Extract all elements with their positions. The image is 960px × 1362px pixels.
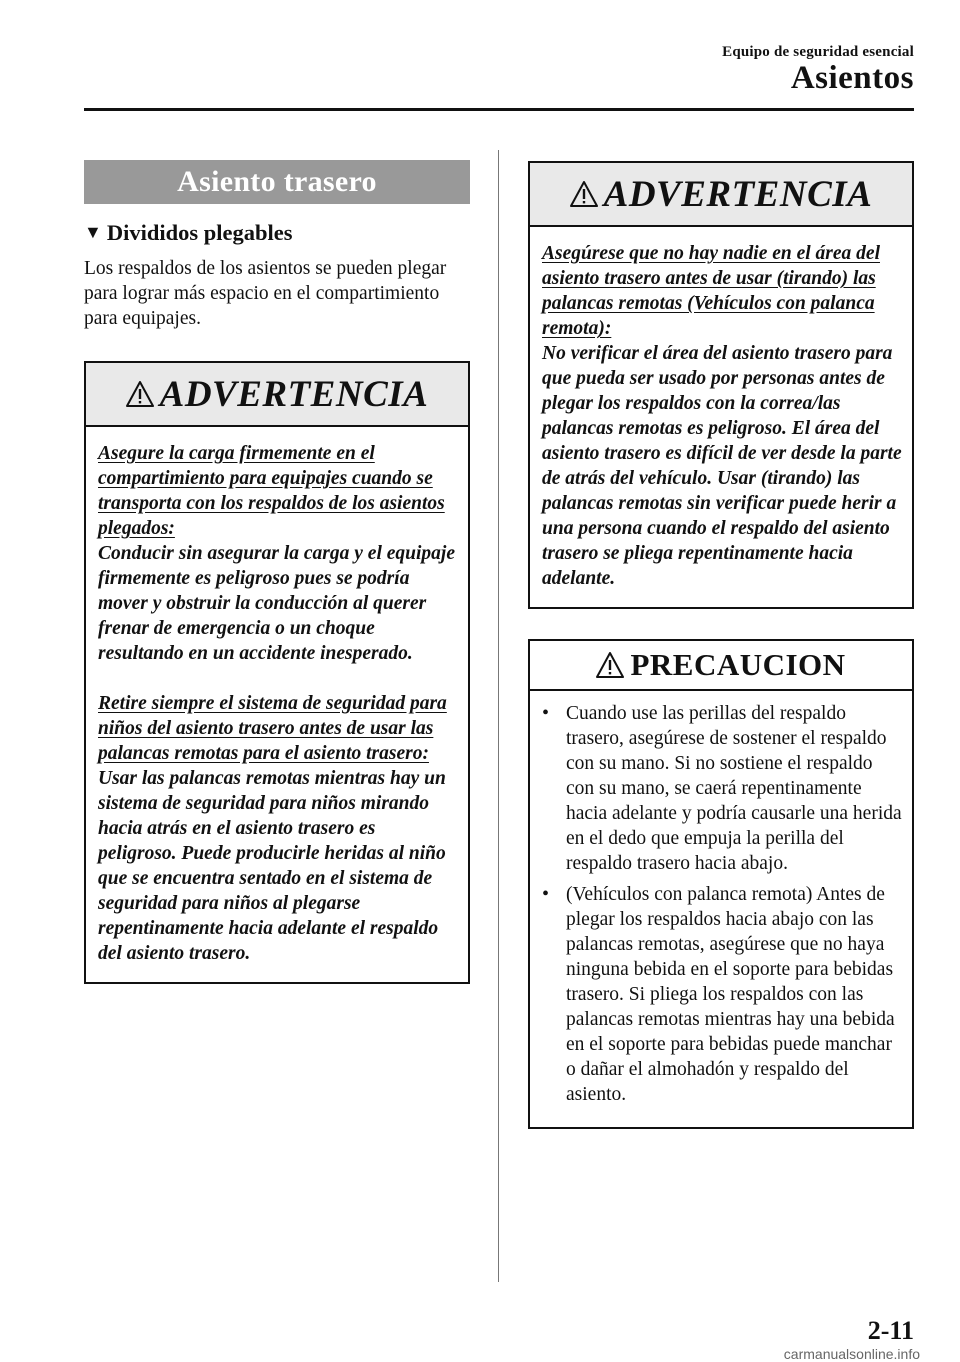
warning-heading-1: Asegure la carga firmemente en el compartimiento para equipajes cuando se transporta con los respaldos de los asientos plegados: (98, 443, 445, 539)
warning-text-2: Usar las palancas remotas mientras hay un sistema de seguridad para niños mirando hacia atrás en el asiento trasero es peligroso. Puede producirle heridas al niño que se encuentra sentado en el sistema de seguridad para niños al plegarse repentinamente hacia adelante el respaldo del asiento trasero. (98, 768, 446, 964)
bullet-icon: • (542, 702, 550, 724)
warning-title: ADVERTENCIA (159, 373, 429, 415)
header-rule (84, 108, 914, 111)
warning-text-1: Conducir sin asegurar la carga y el equipaje firmemente es peligroso pues se podría mover y obstruir la conducción al querer frenar de emergencia o un choque resultando en un accidente inesperado. (98, 543, 455, 664)
caution-bullet-text: (Vehículos con palanca remota) Antes de plegar los respaldos hacia abajo con las palancas remotas, asegúrese que no haya ninguna bebida en el soporte para bebidas trasero. Si pliega los respaldos con las palancas remotas mientras hay una bebida en el soporte para bebidas puede manchar o dañar el almohadón y respaldo del asiento. (566, 884, 895, 1105)
warning-heading-2: Retire siempre el sistema de seguridad para niños del asiento trasero antes de usar las palancas remotas para el asiento trasero: (98, 693, 447, 764)
intro-paragraph: Los respaldos de los asientos se pueden plegar para lograr más espacio en el compartimiento para equipajes. (84, 258, 447, 329)
section-header: Equipo de seguridad esencial (722, 44, 914, 60)
chapter-title: Asientos (790, 60, 914, 96)
watermark[interactable]: carmanualsonline.info (783, 1346, 920, 1362)
caution-header (530, 641, 912, 691)
triangle-down-icon: ▼ (84, 221, 102, 242)
caution-body (530, 691, 912, 1127)
warning-icon (126, 380, 154, 408)
warning-box-left (84, 361, 470, 984)
warning-box-right (528, 161, 914, 609)
left-column (84, 160, 470, 984)
column-divider (498, 150, 499, 1282)
caution-title: PRECAUCION (630, 647, 846, 682)
list-item (542, 701, 904, 876)
warning-header (86, 363, 468, 427)
warning-body (86, 427, 468, 982)
right-column (528, 160, 914, 1129)
subheading-text: Divididos plegables (106, 220, 293, 245)
warning-body (530, 227, 912, 607)
caution-bullet-text: Cuando use las perillas del respaldo trasero, asegúrese de sostener el respaldo con su mano. Si no sostiene el respaldo con su mano, se caerá repentinamente hacia adelante y podría causarle una herida en el dedo que empuja la perilla del respaldo trasero hacia abajo. (566, 703, 902, 874)
bullet-icon: • (542, 883, 550, 905)
caution-box (528, 639, 914, 1129)
section-title: Asiento trasero (84, 160, 470, 204)
warning-heading: Asegúrese que no hay nadie en el área del asiento trasero antes de usar (tirando) las palancas remotas (Vehículos con palanca remota): (542, 243, 880, 339)
warning-text: No verificar el área del asiento trasero para que pueda ser usado por personas antes de plegar los respaldos con la correa/las palancas remotas es peligroso. El área del asiento trasero es difícil de ver desde la parte de atrás del vehículo. Usar (tirando) las palancas remotas sin verificar puede herir a una persona cuando el respaldo del asiento trasero se pliega repentinamente hacia adelante. (542, 343, 902, 589)
subheading (84, 220, 470, 246)
warning-header (530, 163, 912, 227)
warning-icon (570, 180, 598, 208)
list-item (542, 882, 904, 1107)
warning-icon (596, 651, 624, 679)
page-number: 2-11 (867, 1316, 914, 1345)
warning-title: ADVERTENCIA (603, 173, 873, 215)
